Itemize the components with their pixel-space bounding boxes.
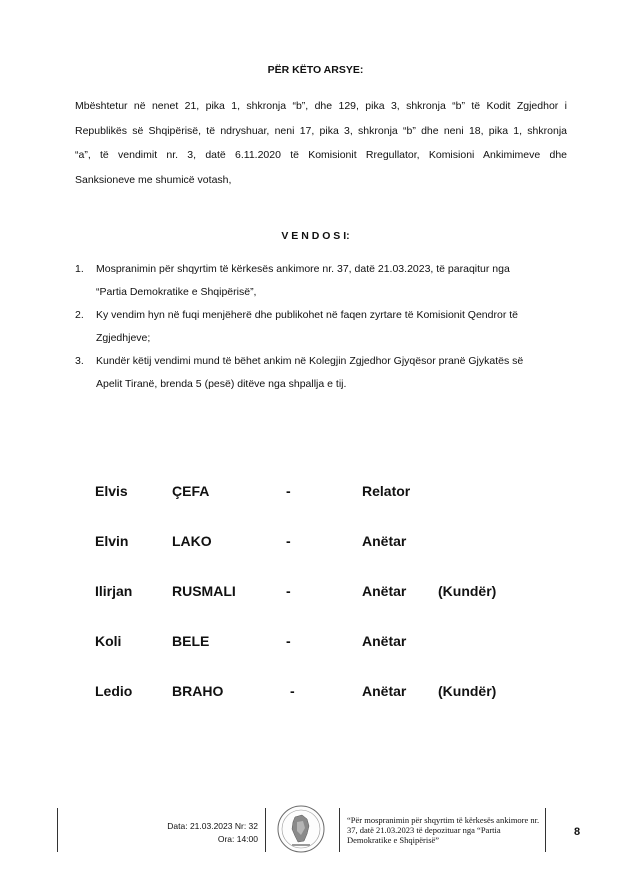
member-row bbox=[0, 533, 631, 553]
member-last-name: BRAHO bbox=[172, 683, 224, 699]
footer-divider-right bbox=[545, 808, 546, 852]
member-note: (Kundër) bbox=[438, 683, 497, 699]
decision-list bbox=[75, 258, 567, 396]
member-row bbox=[0, 583, 631, 603]
member-role: Anëtar bbox=[362, 633, 407, 649]
footer-divider-mid-left bbox=[265, 808, 266, 852]
decision-text: Ky vendim hyn në fuqi menjëherë dhe publikohet në faqen zyrtare të Komisionit Qendror të bbox=[96, 309, 518, 321]
member-first-name: Elvin bbox=[95, 533, 129, 549]
member-dash: - bbox=[290, 683, 295, 699]
member-dash: - bbox=[286, 533, 291, 549]
member-role: Relator bbox=[362, 483, 411, 499]
decision-item bbox=[75, 258, 567, 303]
member-last-name: ÇEFA bbox=[172, 483, 210, 499]
intro-paragraph bbox=[75, 94, 567, 192]
decision-number: 1. bbox=[75, 263, 84, 275]
decision-number: 2. bbox=[75, 309, 84, 321]
section-heading: PËR KËTO ARSYE: bbox=[267, 64, 364, 76]
footer-date: Data: 21.03.2023 Nr: 32 bbox=[167, 821, 258, 831]
member-first-name: Ledio bbox=[95, 683, 133, 699]
commission-seal-icon bbox=[276, 804, 326, 854]
member-last-name: RUSMALI bbox=[172, 583, 236, 599]
page-number: 8 bbox=[574, 826, 581, 838]
member-row bbox=[0, 483, 631, 503]
member-row bbox=[0, 633, 631, 653]
intro-line: Republikës së Shqipërisë, të ndryshuar, neni 17, pika 3, shkronja “b” dhe neni 18, pika 1, shkronja bbox=[75, 124, 567, 137]
decision-item bbox=[75, 304, 567, 349]
footer-note-line: 37, datë 21.03.2023 të depozituar nga “Partia bbox=[347, 825, 501, 835]
member-first-name: Koli bbox=[95, 633, 122, 649]
member-dash: - bbox=[286, 483, 291, 499]
member-role: Anëtar bbox=[362, 683, 407, 699]
member-note: (Kundër) bbox=[438, 583, 497, 599]
decision-item bbox=[75, 350, 567, 395]
member-role: Anëtar bbox=[362, 583, 407, 599]
footer-time: Ora: 14:00 bbox=[217, 834, 258, 844]
footer-note-line: Demokratike e Shqipërisë” bbox=[347, 835, 440, 845]
footer-divider-left bbox=[57, 808, 58, 852]
footer-note-line: “Për mospranimin për shqyrtim të kërkesës ankimore nr. bbox=[347, 815, 540, 825]
intro-line: “a”, të vendimit nr. 3, datë 6.11.2020 të Komisionit Rregullator, Komisioni Ankimimeve dhe bbox=[75, 149, 567, 161]
decision-number: 3. bbox=[75, 355, 84, 367]
decision-text: Kundër këtij vendimi mund të bëhet ankim në Kolegjin Zgjedhor Gjyqësor pranë Gjykatës së bbox=[96, 355, 524, 367]
intro-line: Sanksioneve me shumicë votash, bbox=[75, 173, 232, 186]
decision-text: “Partia Demokratike e Shqipërisë”, bbox=[96, 285, 257, 298]
decision-text: Apelit Tiranë, brenda 5 (pesë) ditëve nga shpallja e tij. bbox=[96, 377, 347, 390]
member-first-name: Elvis bbox=[95, 483, 128, 499]
footer-note bbox=[347, 815, 543, 845]
decision-heading: V E N D O S I: bbox=[281, 230, 350, 242]
member-dash: - bbox=[286, 583, 291, 599]
member-row bbox=[0, 683, 631, 703]
member-last-name: BELE bbox=[172, 633, 210, 649]
footer-divider-mid-right bbox=[339, 808, 340, 852]
member-dash: - bbox=[286, 633, 291, 649]
member-role: Anëtar bbox=[362, 533, 407, 549]
member-first-name: Ilirjan bbox=[95, 583, 133, 599]
intro-line: Mbështetur në nenet 21, pika 1, shkronja “b”, dhe 129, pika 3, shkronja “b” të Kodit Zgjedhor i bbox=[75, 100, 567, 112]
decision-text: Zgjedhjeve; bbox=[96, 331, 151, 344]
decision-text: Mospranimin për shqyrtim të kërkesës ankimore nr. 37, datë 21.03.2023, të paraqitur nga bbox=[96, 263, 510, 275]
member-last-name: LAKO bbox=[172, 533, 212, 549]
